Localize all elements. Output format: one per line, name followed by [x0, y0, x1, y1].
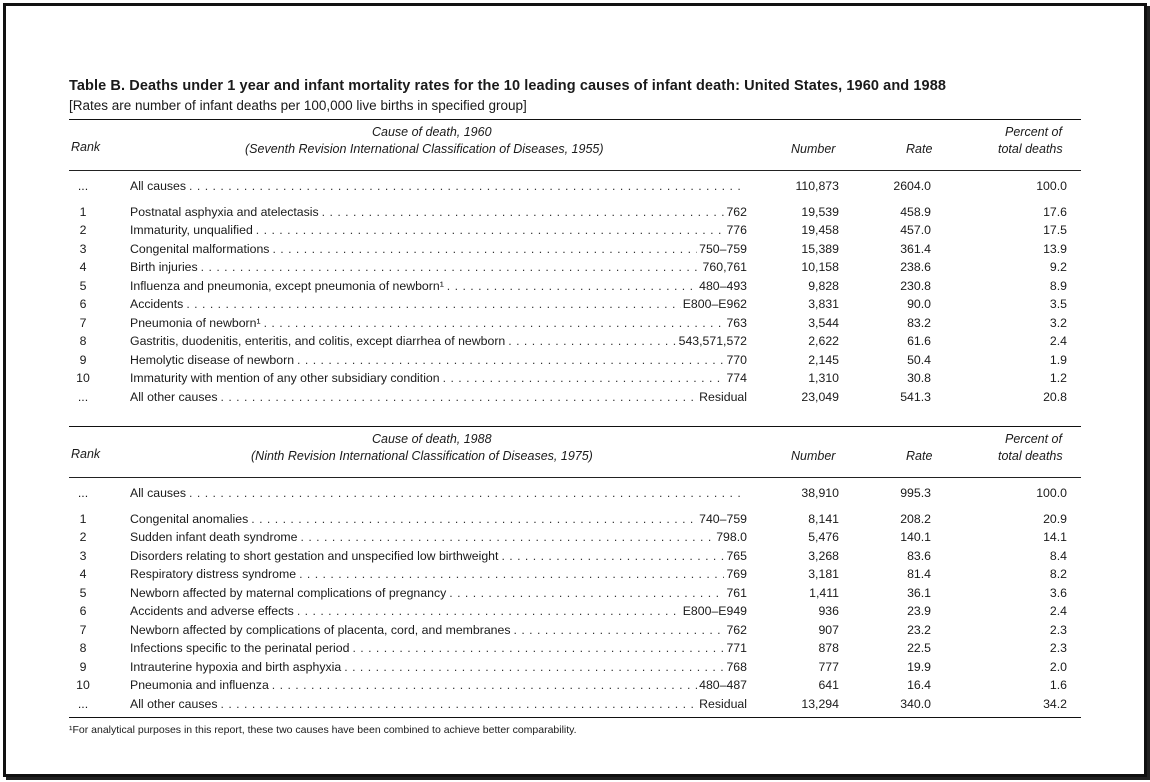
number-cell: 2,622	[808, 334, 839, 348]
number-cell: 3,181	[808, 567, 839, 581]
number-cell: 10,158	[801, 260, 839, 274]
rank-cell: 4	[79, 567, 87, 581]
icd-code: 776	[726, 223, 747, 237]
cause-cell	[130, 602, 747, 621]
percent-cell: 13.9	[1043, 241, 1067, 256]
rate-cell: 23.2	[907, 622, 931, 637]
icd-code: 761	[726, 585, 747, 600]
number-cell: 936	[818, 604, 839, 618]
number-cell: 907	[818, 622, 839, 637]
table-row	[69, 314, 1081, 333]
rate-cell: 541.3	[900, 389, 931, 404]
rank-cell: 4	[79, 260, 87, 274]
cause-name: Congenital anomalies	[130, 511, 249, 526]
leader-dots	[251, 510, 697, 529]
cause-name: Accidents	[130, 297, 184, 311]
percent-header-line1: Percent of	[1005, 125, 1062, 139]
icd-code	[745, 484, 747, 503]
number-cell: 2,145	[808, 352, 839, 367]
percent-cell: 17.5	[1043, 223, 1067, 237]
rank-header: Rank	[71, 140, 101, 154]
icd-code: 770	[726, 352, 747, 367]
rate-cell: 30.8	[907, 371, 931, 385]
table-row	[69, 621, 1081, 640]
icd-code: 762	[726, 204, 747, 219]
table-row	[69, 658, 1081, 677]
cause-cell	[130, 528, 747, 547]
cause-cell	[130, 221, 747, 240]
cause-name: Newborn affected by maternal complications of pregnancy	[130, 585, 447, 600]
rate-cell: 208.2	[900, 511, 931, 526]
rank-cell: 8	[79, 641, 87, 655]
leader-dots	[501, 547, 724, 566]
cause-cell	[130, 695, 747, 714]
cause-name: Sudden infant death syndrome	[130, 530, 298, 544]
percent-cell: 100.0	[1036, 486, 1067, 500]
leader-dots	[189, 177, 745, 196]
rate-cell: 16.4	[907, 678, 931, 692]
cause-cell	[130, 676, 747, 695]
leader-dots	[264, 314, 725, 333]
cause-name: Newborn affected by complications of placenta, cord, and membranes	[130, 622, 511, 637]
number-cell: 3,268	[808, 548, 839, 563]
cause-name: Immaturity, unqualified	[130, 223, 253, 237]
leader-dots	[189, 484, 745, 503]
rank-cell: ...	[77, 486, 89, 500]
cause-name: All other causes	[130, 389, 218, 404]
table-row	[69, 258, 1081, 277]
rank-cell: 6	[79, 297, 87, 311]
rank-cell: 9	[79, 659, 87, 674]
percent-cell: 3.6	[1049, 585, 1067, 600]
cause-name: Intrauterine hypoxia and birth asphyxia	[130, 659, 342, 674]
cause-name: Congenital malformations	[130, 241, 270, 256]
cause-cell	[130, 258, 747, 277]
cause-name: Birth injuries	[130, 260, 198, 274]
rate-cell: 19.9	[907, 659, 931, 674]
leader-dots	[272, 676, 697, 695]
number-cell: 38,910	[801, 486, 839, 500]
rate-header: Rate	[906, 142, 933, 156]
rate-cell: 36.1	[907, 585, 931, 600]
percent-cell: 2.3	[1049, 622, 1067, 637]
number-cell: 19,458	[801, 223, 839, 237]
percent-cell: 3.5	[1049, 297, 1067, 311]
leader-dots	[514, 621, 725, 640]
section-bottom-rule	[69, 717, 1081, 718]
cause-cell	[130, 203, 747, 222]
rate-cell: 61.6	[907, 334, 931, 348]
percent-cell: 3.2	[1049, 315, 1067, 330]
cause-title: Cause of death, 1988	[372, 432, 492, 446]
percent-cell: 20.8	[1043, 389, 1067, 404]
number-cell: 1,310	[808, 371, 839, 385]
percent-cell: 2.4	[1049, 334, 1067, 348]
number-cell: 13,294	[801, 696, 839, 711]
icd-code: 798.0	[716, 530, 747, 544]
percent-cell: 1.9	[1049, 352, 1067, 367]
number-cell: 19,539	[801, 204, 839, 219]
icd-code: 480–487	[699, 678, 747, 692]
number-cell: 9,828	[808, 278, 839, 293]
table-content	[69, 78, 1081, 736]
cause-cell	[130, 332, 747, 351]
icd-code: 762	[726, 622, 747, 637]
icd-code: 768	[726, 659, 747, 674]
table-row	[69, 676, 1081, 695]
rank-cell: 6	[79, 604, 87, 618]
table-row	[69, 369, 1081, 388]
table-row	[69, 277, 1081, 296]
icd-code: 740–759	[699, 511, 747, 526]
rate-cell: 23.9	[907, 604, 931, 618]
rank-cell: ...	[77, 389, 89, 404]
icd-code: 774	[726, 371, 747, 385]
table-row	[69, 510, 1081, 529]
table-row	[69, 584, 1081, 603]
rank-cell: 2	[79, 530, 87, 544]
percent-cell: 2.4	[1049, 604, 1067, 618]
leader-dots	[322, 203, 725, 222]
leader-dots	[449, 584, 724, 603]
number-cell: 3,544	[808, 315, 839, 330]
cause-cell	[130, 314, 747, 333]
number-cell: 878	[818, 641, 839, 655]
icd-code: Residual	[699, 389, 747, 404]
rate-cell: 361.4	[900, 241, 931, 256]
percent-cell: 2.0	[1049, 659, 1067, 674]
table-section-1960	[69, 120, 1081, 406]
cause-cell	[130, 388, 747, 407]
rate-cell: 2604.0	[893, 179, 931, 193]
cause-cell	[130, 369, 747, 388]
percent-cell: 8.9	[1049, 278, 1067, 293]
cause-name: Influenza and pneumonia, except pneumonia of newborn¹	[130, 278, 444, 293]
leader-dots	[186, 295, 680, 314]
rate-cell: 340.0	[900, 696, 931, 711]
cause-name: Infections specific to the perinatal period	[130, 641, 350, 655]
rate-header: Rate	[906, 449, 933, 463]
cause-cell	[130, 351, 747, 370]
cause-cell	[130, 295, 747, 314]
icd-code: 750–759	[699, 241, 747, 256]
icd-code: E800–E962	[682, 297, 747, 311]
rate-cell: 230.8	[900, 278, 931, 293]
table-row	[69, 565, 1081, 584]
cause-cell	[130, 565, 747, 584]
rate-cell: 238.6	[900, 260, 931, 274]
table-row	[69, 240, 1081, 259]
icd-code: Residual	[699, 696, 747, 711]
table-row	[69, 547, 1081, 566]
footnote: ¹For analytical purposes in this report, these two causes have been combined to achieve better comparability.	[69, 724, 577, 736]
cause-name: Postnatal asphyxia and atelectasis	[130, 204, 319, 219]
header-rule	[69, 170, 1081, 171]
percent-cell: 34.2	[1043, 696, 1067, 711]
cause-cell	[130, 177, 747, 196]
cause-cell	[130, 240, 747, 259]
table-row	[69, 177, 1081, 196]
percent-cell: 100.0	[1036, 179, 1067, 193]
rank-cell: 5	[79, 585, 87, 600]
leader-dots	[221, 695, 698, 714]
rank-cell: 5	[79, 278, 87, 293]
rank-cell: 9	[79, 352, 87, 367]
number-cell: 8,141	[808, 511, 839, 526]
cause-name: Hemolytic disease of newborn	[130, 352, 295, 367]
rate-cell: 90.0	[907, 297, 931, 311]
rank-cell: ...	[77, 179, 89, 193]
number-header: Number	[791, 142, 836, 156]
page-frame	[3, 3, 1147, 777]
number-cell: 1,411	[809, 585, 839, 600]
cause-subtitle: (Seventh Revision International Classification of Diseases, 1955)	[245, 142, 604, 156]
table-sections	[69, 120, 1081, 718]
table-subtitle: [Rates are number of infant deaths per 100,000 live births in specified group]	[69, 98, 527, 113]
percent-cell: 2.3	[1049, 641, 1067, 655]
leader-dots	[447, 277, 697, 296]
icd-code: 480–493	[699, 278, 747, 293]
leader-dots	[344, 658, 724, 677]
cause-name: Respiratory distress syndrome	[130, 567, 297, 581]
rank-cell: 7	[79, 622, 87, 637]
cause-name: Gastritis, duodenitis, enteritis, and colitis, except diarrhea of newborn	[130, 334, 506, 348]
table-row	[69, 295, 1081, 314]
leader-dots	[443, 369, 725, 388]
percent-header-line2: total deaths	[998, 449, 1063, 463]
rate-cell: 83.6	[907, 548, 931, 563]
table-row	[69, 484, 1081, 503]
percent-cell: 14.1	[1043, 530, 1067, 544]
table-title: Table B. Deaths under 1 year and infant mortality rates for the 10 leading causes of infant death: United States, 1960 and 1988	[69, 78, 947, 94]
table-row	[69, 639, 1081, 658]
table-row	[69, 203, 1081, 222]
icd-code: 771	[726, 641, 747, 655]
rate-cell: 995.3	[900, 486, 931, 500]
leader-dots	[301, 528, 715, 547]
table-row	[69, 221, 1081, 240]
cause-cell	[130, 484, 747, 503]
cause-cell	[130, 547, 747, 566]
icd-code: 543,571,572	[678, 334, 747, 348]
table-row	[69, 332, 1081, 351]
cause-cell	[130, 510, 747, 529]
cause-cell	[130, 584, 747, 603]
rate-cell: 83.2	[907, 315, 931, 330]
icd-code: 769	[726, 567, 747, 581]
table-row	[69, 528, 1081, 547]
table-row	[69, 351, 1081, 370]
leader-dots	[299, 565, 724, 584]
number-cell: 110,873	[795, 179, 839, 193]
cause-name: All causes	[130, 179, 187, 193]
percent-header-line2: total deaths	[998, 142, 1063, 156]
cause-cell	[130, 658, 747, 677]
icd-code	[745, 177, 747, 196]
percent-cell: 17.6	[1043, 204, 1067, 219]
cause-name: Disorders relating to short gestation and unspecified low birthweight	[130, 548, 499, 563]
leader-dots	[256, 221, 725, 240]
rank-cell: 10	[76, 371, 90, 385]
leader-dots	[272, 240, 697, 259]
leader-dots	[201, 258, 701, 277]
percent-cell: 1.6	[1049, 678, 1067, 692]
rank-cell: 7	[79, 315, 87, 330]
table-section-1988	[69, 426, 1081, 718]
percent-cell: 8.4	[1049, 548, 1067, 563]
cause-cell	[130, 277, 747, 296]
percent-cell: 8.2	[1049, 567, 1067, 581]
rate-cell: 50.4	[907, 352, 931, 367]
table-row	[69, 602, 1081, 621]
leader-dots	[297, 351, 724, 370]
icd-code: E800–E949	[682, 604, 747, 618]
table-row	[69, 388, 1081, 407]
rank-cell: 10	[76, 678, 90, 692]
rank-cell: 8	[79, 334, 87, 348]
cause-name: Pneumonia and influenza	[130, 678, 269, 692]
icd-code: 763	[726, 315, 747, 330]
number-cell: 777	[818, 659, 839, 674]
rate-cell: 457.0	[900, 223, 931, 237]
cause-name: All causes	[130, 486, 187, 500]
rate-cell: 22.5	[907, 641, 931, 655]
rank-cell: 1	[79, 511, 87, 526]
rank-cell: ...	[77, 696, 89, 711]
cause-subtitle: (Ninth Revision International Classification of Diseases, 1975)	[251, 449, 593, 463]
number-cell: 15,389	[801, 241, 839, 256]
number-cell: 5,476	[808, 530, 839, 544]
leader-dots	[297, 602, 681, 621]
cause-cell	[130, 639, 747, 658]
icd-code: 760,761	[702, 260, 747, 274]
number-cell: 641	[818, 678, 839, 692]
header-rule	[69, 477, 1081, 478]
rank-header: Rank	[71, 447, 101, 461]
number-cell: 23,049	[801, 389, 839, 404]
leader-dots	[221, 388, 698, 407]
rate-cell: 81.4	[907, 567, 931, 581]
column-header	[69, 120, 1081, 170]
rate-cell: 458.9	[900, 204, 931, 219]
column-header	[69, 427, 1081, 477]
table-row	[69, 695, 1081, 714]
cause-name: Immaturity with mention of any other subsidiary condition	[130, 371, 440, 385]
leader-dots	[508, 332, 676, 351]
icd-code: 765	[726, 548, 747, 563]
rank-cell: 3	[79, 548, 87, 563]
cause-name: All other causes	[130, 696, 218, 711]
cause-cell	[130, 621, 747, 640]
rank-cell: 1	[79, 204, 87, 219]
percent-cell: 1.2	[1049, 371, 1067, 385]
cause-name: Pneumonia of newborn¹	[130, 315, 261, 330]
rate-cell: 140.1	[900, 530, 931, 544]
cause-name: Accidents and adverse effects	[130, 604, 294, 618]
percent-cell: 20.9	[1043, 511, 1067, 526]
percent-cell: 9.2	[1049, 260, 1067, 274]
number-header: Number	[791, 449, 836, 463]
percent-header-line1: Percent of	[1005, 432, 1062, 446]
leader-dots	[352, 639, 724, 658]
cause-title: Cause of death, 1960	[372, 125, 492, 139]
number-cell: 3,831	[808, 297, 839, 311]
rank-cell: 2	[79, 223, 87, 237]
rank-cell: 3	[79, 241, 87, 256]
